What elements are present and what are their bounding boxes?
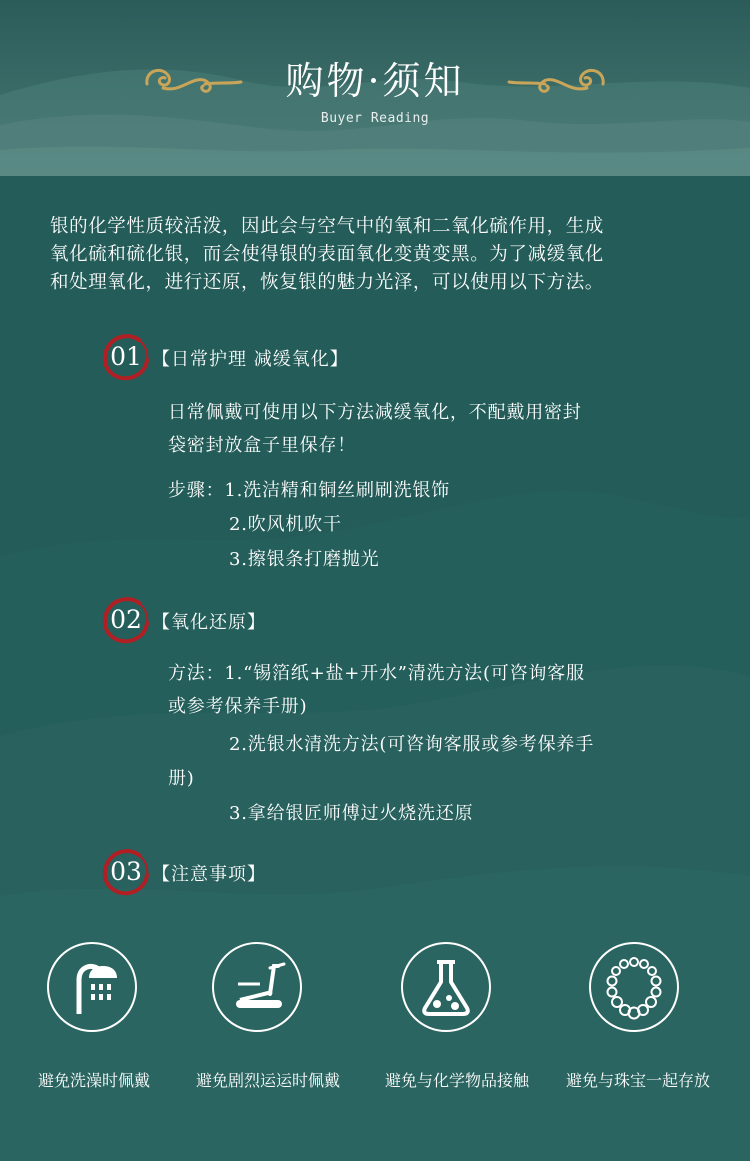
notice-label: 避免洗澡时佩戴 — [37, 1071, 150, 1090]
method-item: 2.洗银水清洗方法(可咨询客服或参考保养手 — [229, 734, 594, 755]
section-number-badge-02 — [101, 595, 151, 645]
method-item: 方法：1.“锡箔纸+盐+开水”清洗方法(可咨询客服 — [168, 663, 585, 684]
method-item: 册) — [168, 768, 195, 789]
page-subtitle: Buyer Reading — [320, 111, 430, 126]
method-item: 3.拿给银匠师傅过火烧洗还原 — [229, 803, 474, 824]
section-text: 日常佩戴可使用以下方法减缓氧化，不配戴用密封 — [168, 402, 582, 423]
shower-icon — [47, 942, 137, 1032]
pearl-necklace-icon — [589, 942, 679, 1032]
flask-icon — [401, 942, 491, 1032]
method-item: 或参考保养手册) — [168, 696, 308, 717]
step-item: 2.吹风机吹干 — [229, 514, 342, 535]
notice-label: 避免与珠宝一起存放 — [565, 1071, 710, 1090]
step-item: 步骤：1.洗洁精和铜丝刷刷洗银饰 — [168, 480, 450, 501]
intro-line: 氧化硫和硫化银，而会使得银的表面氧化变黄变黑。为了减缓氧化 — [50, 244, 604, 265]
treadmill-icon — [212, 942, 302, 1032]
section-number: 01 — [110, 342, 142, 371]
notice-label: 避免剧烈运运时佩戴 — [195, 1071, 340, 1090]
section-number: 03 — [110, 857, 142, 886]
step-item: 3.擦银条打磨抛光 — [229, 549, 380, 570]
header-banner — [0, 0, 750, 176]
page-title: 购物·须知 — [285, 59, 465, 103]
section-number-badge-03 — [101, 847, 151, 897]
notice-label: 避免与化学物品接触 — [384, 1071, 529, 1090]
section-title-oxidation-reduction: 【氧化还原】 — [152, 612, 266, 633]
intro-line: 银的化学性质较活泼，因此会与空气中的氧和二氧化硫作用，生成 — [50, 216, 604, 237]
intro-paragraph — [50, 213, 710, 297]
section-title-precautions: 【注意事项】 — [152, 864, 266, 885]
intro-line: 和处理氧化，进行还原，恢复银的魅力光泽，可以使用以下方法。 — [50, 272, 604, 293]
section-number-badge-01 — [101, 332, 151, 382]
section-number: 02 — [110, 605, 142, 634]
section-text: 袋密封放盒子里保存！ — [168, 435, 356, 456]
section-title-daily-care: 【日常护理 减缓氧化】 — [152, 349, 349, 370]
